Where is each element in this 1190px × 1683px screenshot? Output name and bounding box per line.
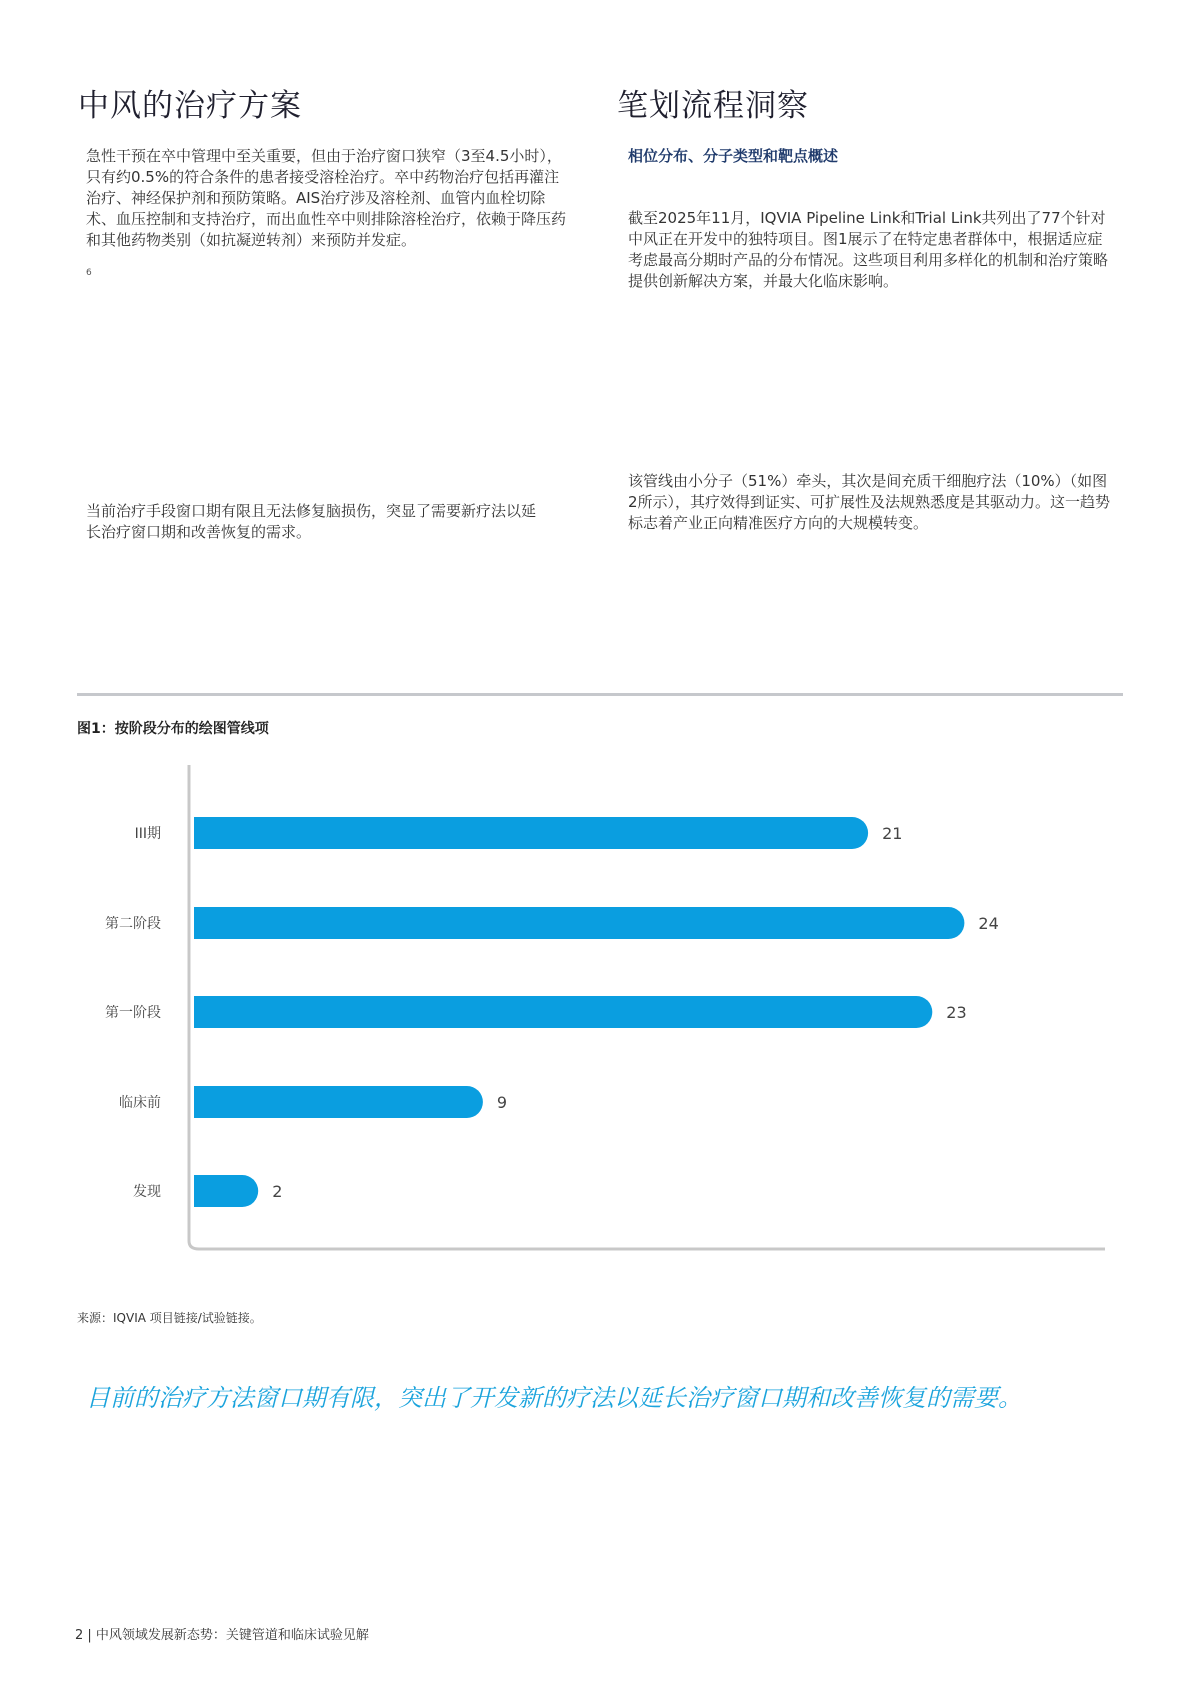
value-label: 9 — [496, 1093, 508, 1112]
bar — [194, 996, 932, 1028]
category-label: 第二阶段 — [105, 916, 161, 932]
value-label: 21 — [882, 824, 903, 843]
left-heading: 中风的治疗方案 — [78, 88, 302, 124]
value-label: 24 — [978, 914, 999, 933]
left-paragraph-1: 急性干预在卒中管理中至关重要，但由于治疗窗口狭窄（3至4.5小时），只有约0.5%的符合条件的患者接受溶栓治疗。卒中药物治疗包括再灌注治疗、神经保护剂和预防策略。AIS治疗涉及溶栓剂、血管内血栓切除术、血压控制和支持治疗，而出血性卒中则排除溶栓治疗，依赖于降压药和其他药物类别（如抗凝逆转剂）来预防并发症。 — [86, 147, 567, 249]
bar — [194, 907, 964, 939]
category-label: 临床前 — [119, 1095, 161, 1111]
right-paragraph-1: 截至2025年11月，IQVIA Pipeline Link和Trial Link共列出了77个针对中风正在开发中的独特项目。图1展示了在特定患者群体中，根据适应症考虑最高分期时产品的分布情况。这些项目利用多样化的机制和治疗策略提供创新解决方案，并最大化临床影响。 — [628, 209, 1109, 290]
footnote-marker: 6 — [86, 268, 92, 278]
page-footer: 2 | 中风领域发展新态势：关键管道和临床试验见解 — [75, 1628, 369, 1643]
category-label: 发现 — [133, 1184, 161, 1200]
phase-bar-chart — [75, 760, 1120, 1260]
bar — [194, 1175, 258, 1207]
axis-corner — [189, 1241, 199, 1249]
figure-source: 来源：IQVIA 项目链接/试验链接。 — [77, 1311, 262, 1325]
right-subheading: 相位分布、分子类型和靶点概述 — [628, 147, 839, 165]
bar — [194, 1086, 483, 1118]
bar — [194, 817, 868, 849]
value-label: 23 — [946, 1003, 967, 1022]
value-label: 2 — [272, 1182, 283, 1201]
section-divider — [77, 693, 1123, 696]
right-heading: 笔划流程洞察 — [617, 88, 809, 124]
right-paragraph-2: 该管线由小分子（51%）牵头，其次是间充质干细胞疗法（10%）（如图2所示），其疗效得到证实、可扩展性及法规熟悉度是其驱动力。这一趋势标志着产业正向精准医疗方向的大规模转变。 — [628, 472, 1111, 532]
bars-group — [105, 817, 999, 1207]
left-paragraph-2: 当前治疗手段窗口期有限且无法修复脑损伤，突显了需要新疗法以延长治疗窗口期和改善恢复的需求。 — [86, 502, 537, 541]
figure-title: 图1：按阶段分布的绘图管线项 — [77, 721, 269, 737]
category-label: 第一阶段 — [105, 1005, 161, 1021]
pull-quote: 目前的治疗方法窗口期有限，突出了开发新的疗法以延长治疗窗口期和改善恢复的需要。 — [86, 1384, 1022, 1412]
category-label: III期 — [134, 826, 161, 842]
